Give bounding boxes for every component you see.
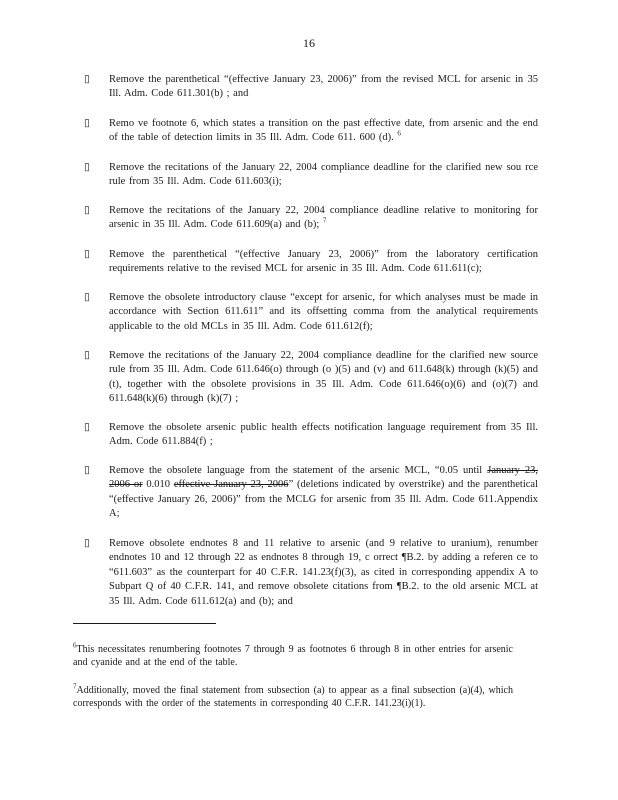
- list-item: [84, 248, 538, 277]
- checkbox-bullet-icon: ▯: [84, 538, 90, 549]
- list-item: [84, 204, 538, 233]
- checkbox-bullet-icon: ▯: [84, 205, 90, 216]
- list-item-text: Remove the obsolete arsenic public health effects notification language requirement from 35 Ill. Adm. Code 611.884(f) ;: [109, 422, 538, 448]
- footnote-divider: [73, 623, 216, 624]
- footnote-mark: 7: [73, 682, 77, 691]
- struck-text: effective January 23, 2006: [173, 479, 289, 491]
- checkbox-bullet-icon: ▯: [84, 249, 90, 260]
- list-item-text: Remo ve footnote 6, which states a transition on the past effective date, from arsenic and the end of the table of detection limits in 35 Ill. Adm. Code 611. 600 (d). $^6$: [109, 118, 538, 144]
- footnote-text: This necessitates renumbering footnotes 7 through 9 as footnotes 6 through 8 in other entries for arsenic and cyanide and at the end of the table.: [73, 644, 513, 669]
- checkbox-bullet-icon: ▯: [84, 162, 90, 173]
- page-number: 16: [303, 36, 315, 50]
- checkbox-bullet-icon: ▯: [84, 422, 90, 433]
- list-item-text: Remove the recitations of the January 22, 2004 compliance deadline for the clarified new sou rce rule from 35 Ill. Adm. Code 611.603(i);: [109, 162, 538, 188]
- checkbox-bullet-icon: ▯: [84, 292, 90, 303]
- list-item-text: Remove the obsolete language from the statement of the arsenic MCL, “0.05 until January 23, 2006 or 0.010 effective January 23, 2006” (deletions indicated by overstrike) and the parenthetical “(effective January 26, 2006)” from the MCLG for arsenic from 35 Ill. Adm. Code 611.Appendix A;: [109, 465, 539, 520]
- list-item: [84, 349, 538, 407]
- list-item: [84, 464, 539, 522]
- footnote: [73, 684, 513, 711]
- checkbox-bullet-icon: ▯: [84, 74, 90, 85]
- footnote-mark: 6: [73, 641, 77, 650]
- footnote-text: Additionally, moved the final statement from subsection (a) to appear as a final subsection (a)(4), which corresponds with the order of the statements in corresponding 40 C.F.R. 141.23(i)(1).: [73, 685, 513, 710]
- checkbox-bullet-icon: ▯: [84, 465, 90, 476]
- list-item: [84, 117, 538, 146]
- list-item-text: Remove the parenthetical “(effective January 23, 2006)” from the laboratory certification requirements relative to the revised MCL for arsenic in 35 Ill. Adm. Code 611.611(c);: [109, 249, 538, 275]
- list-item: [84, 161, 538, 190]
- footnote-ref: 7: [322, 216, 327, 225]
- list-item: [84, 291, 538, 334]
- struck-text: January 23, 2006 or: [109, 465, 539, 491]
- list-item-text: Remove obsolete endnotes 8 and 11 relative to arsenic (and 9 relative to uranium), renumber endnotes 10 and 12 through 22 as endnotes 8 through 19, c orrect ¶B.2. by adding a referen ce to “611.603” as the counterpart for 40 C.F.R. 141.23(f)(3), as cited in corresponding appendix A to Subpart Q of 40 C.F.R. 141, and remove obsolete citations from ¶B.2. to the old arsenic MCL at 35 Ill. Adm. Code 611.612(a) and (b); and: [109, 538, 538, 607]
- list-item-text: Remove the recitations of the January 22, 2004 compliance deadline relative to monitoring for arsenic in 35 Ill. Adm. Code 611.609(a) and (b); $^7$: [109, 205, 538, 231]
- checkbox-bullet-icon: ▯: [84, 350, 90, 361]
- list-item-text: Remove the obsolete introductory clause “except for arsenic, for which analyses must be made in accordance with Section 611.611” and its offsetting comma from the analytical requirements applicable to the old MCLs in 35 Ill. Adm. Code 611.612(f);: [109, 292, 538, 332]
- list-item-text: Remove the parenthetical “(effective January 23, 2006)” from the revised MCL for arsenic in 35 Ill. Adm. Code 611.301(b) ; and: [109, 74, 538, 100]
- list-item: [84, 537, 538, 609]
- list-item: [84, 421, 538, 450]
- footnote: [73, 643, 513, 670]
- checkbox-bullet-icon: ▯: [84, 118, 90, 129]
- list-item-text: Remove the recitations of the January 22, 2004 compliance deadline for the clarified new source rule from 35 Ill. Adm. Code 611.646(o) through (o )(5) and (v) and 611.648(k) through (k)(5) and (t), together with the obsolete provisions in 35 Ill. Adm. Code 611.646(o)(6) and (o)(7) and 611.648(k)(6) through (k)(7) ;: [109, 350, 538, 405]
- footnote-ref: 6: [397, 129, 401, 138]
- list-item: [84, 73, 538, 102]
